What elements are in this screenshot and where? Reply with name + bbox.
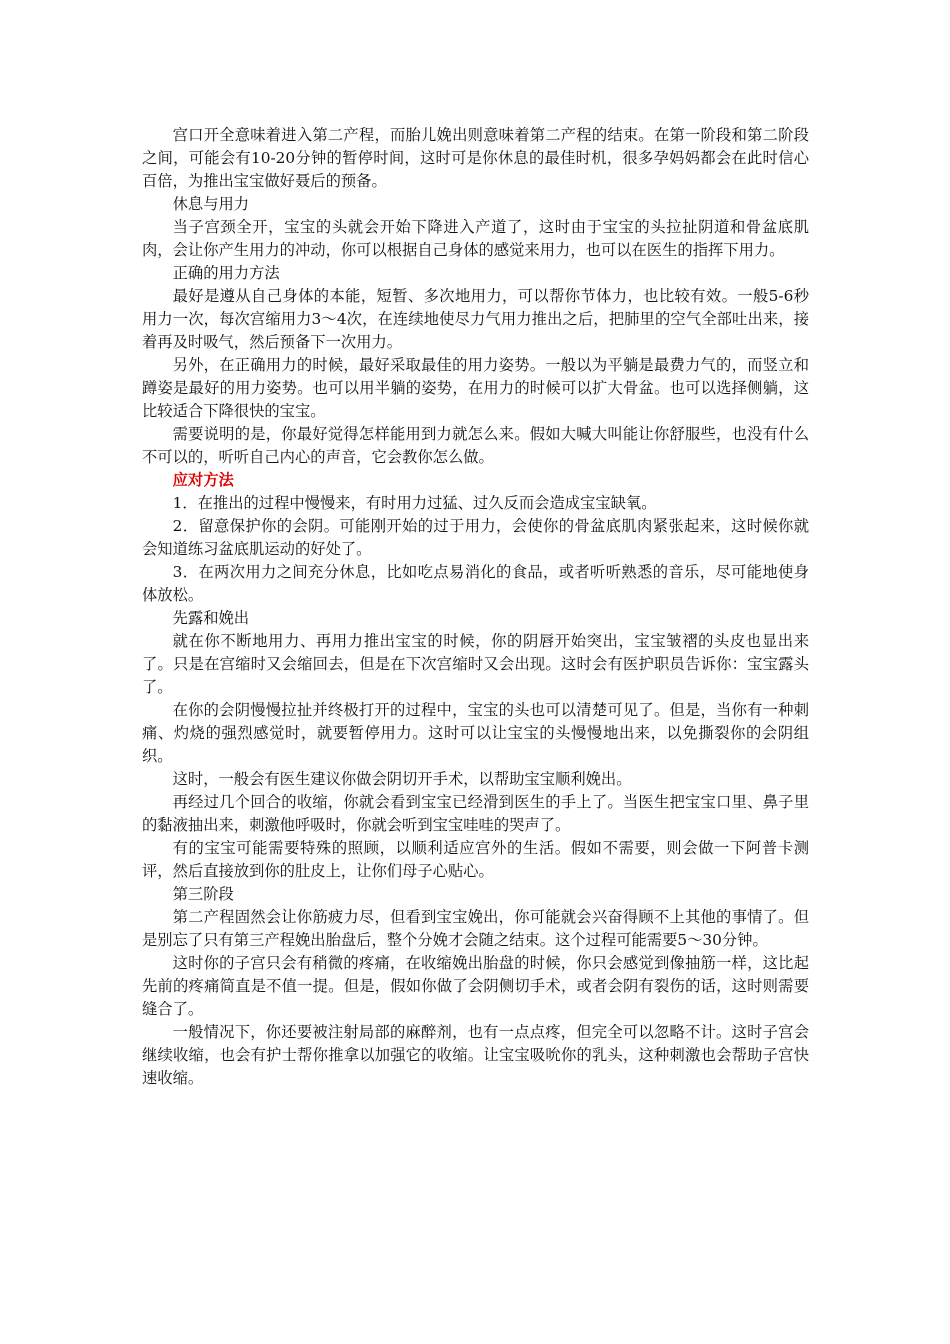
list-item: 1．在推出的过程中慢慢来，有时用力过猛、过久反而会造成宝宝缺氧。 [172, 494, 657, 512]
paragraph: 这时你的子宫只会有稍微的疼痛，在收缩娩出胎盘的时候，你只会感觉到像抽筋一样，这比起先前的疼痛简直是不值一提。但是，假如你做了会阴侧切手术，或者会阴有裂伤的话，这时则需要缝合了。 [142, 954, 809, 1018]
paragraph: 当子宫颈全开，宝宝的头就会开始下降进入产道了，这时由于宝宝的头拉扯阴道和骨盆底肌肉，会让你产生用力的冲动，你可以根据自己身体的感觉来用力，也可以在医生的指挥下用力。 [142, 218, 809, 259]
paragraph: 第二产程固然会让你筋疲力尽，但看到宝宝娩出，你可能就会兴奋得顾不上其他的事情了。但是别忘了只有第三产程娩出胎盘后，整个分娩才会随之结束。这个过程可能需要5～30分钟。 [142, 908, 809, 949]
subheading-rest-and-push: 休息与用力 [172, 195, 250, 213]
section-heading-coping: 应对方法 [172, 471, 234, 489]
paragraph: 这时，一般会有医生建议你做会阴切开手术，以帮助宝宝顺利娩出。 [172, 770, 632, 788]
subheading-correct-pushing: 正确的用力方法 [172, 264, 280, 282]
paragraph: 另外，在正确用力的时候，最好采取最佳的用力姿势。一般以为平躺是最费力气的，而竖立和蹲姿是最好的用力姿势。也可以用半躺的姿势，在用力的时候可以扩大骨盆。也可以选择侧躺，这比较适合下降很快的宝宝。 [142, 356, 809, 420]
paragraph: 再经过几个回合的收缩，你就会看到宝宝已经滑到医生的手上了。当医生把宝宝口里、鼻子里的黏液抽出来，刺激他呼吸时，你就会听到宝宝哇哇的哭声了。 [142, 793, 809, 834]
subheading-third-stage: 第三阶段 [172, 885, 234, 903]
paragraph: 就在你不断地用力、再用力推出宝宝的时候，你的阴唇开始突出，宝宝皱褶的头皮也显出来了。只是在宫缩时又会缩回去，但是在下次宫缩时又会出现。这时会有医护职员告诉你：宝宝露头了。 [142, 632, 809, 696]
paragraph-intro: 宫口开全意味着进入第二产程，而胎儿娩出则意味着第二产程的结束。在第一阶段和第二阶段之间，可能会有10-20分钟的暂停时间，这时可是你休息的最佳时机，很多孕妈妈都会在此时信心百倍，为推出宝宝做好聂后的预备。 [142, 126, 809, 190]
document-body [142, 124, 809, 1090]
subheading-crowning-and-delivery: 先露和娩出 [172, 609, 250, 627]
list-item: 3．在两次用力之间充分休息，比如吃点易消化的食品，或者听听熟悉的音乐，尽可能地使身体放松。 [142, 563, 809, 604]
paragraph: 需要说明的是，你最好觉得怎样能用到力就怎么来。假如大喊大叫能让你舒服些，也没有什么不可以的，听听自己内心的声音，它会教你怎么做。 [142, 425, 809, 466]
paragraph: 在你的会阴慢慢拉扯并终极打开的过程中，宝宝的头也可以清楚可见了。但是，当你有一种刺痛、灼烧的强烈感觉时，就要暂停用力。这时可以让宝宝的头慢慢地出来，以免撕裂你的会阴组织。 [142, 701, 809, 765]
list-item: 2．留意保护你的会阴。可能刚开始的过于用力，会使你的骨盆底肌肉紧张起来，这时候你就会知道练习盆底肌运动的好处了。 [142, 517, 809, 558]
paragraph: 最好是遵从自己身体的本能，短暂、多次地用力，可以帮你节体力，也比较有效。一般5-6秒用力一次，每次宫缩用力3～4次，在连续地使尽力气用力推出之后，把肺里的空气全部吐出来，接着再及时吸气，然后预备下一次用力。 [142, 287, 809, 351]
paragraph: 有的宝宝可能需要特殊的照顾，以顺利适应宫外的生活。假如不需要，则会做一下阿普卡测评，然后直接放到你的肚皮上，让你们母子心贴心。 [142, 839, 809, 880]
paragraph: 一般情况下，你还要被注射局部的麻醉剂，也有一点点疼，但完全可以忽略不计。这时子宫会继续收缩，也会有护士帮你推拿以加强它的收缩。让宝宝吸吮你的乳头，这种刺激也会帮助子宫快速收缩。 [142, 1023, 809, 1087]
